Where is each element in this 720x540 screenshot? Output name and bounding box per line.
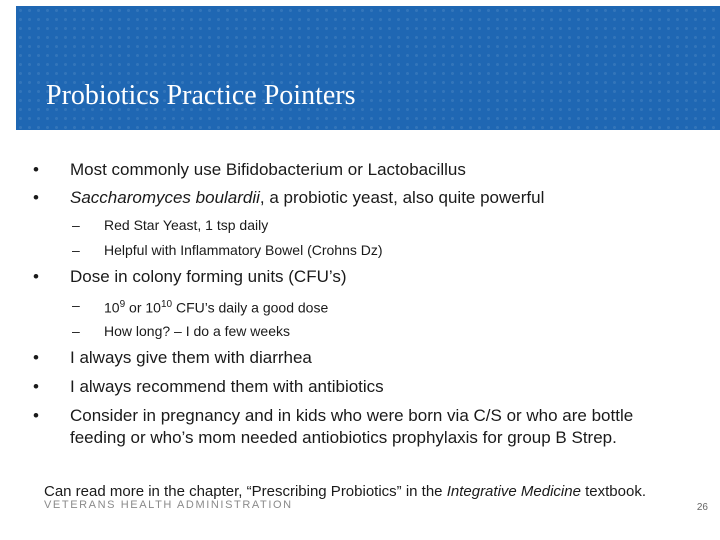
bullet-item <box>33 376 384 398</box>
note-suffix: textbook. <box>580 483 646 500</box>
sub-bullet-item <box>72 296 329 317</box>
bullet-text: , a probiotic yeast, also quite powerful <box>259 188 545 207</box>
bullet-marker: • <box>33 406 39 425</box>
bullet-text-line: Consider in pregnancy and in kids who were born via C/S or who are bottle <box>70 406 634 425</box>
bullet-marker: • <box>33 267 39 286</box>
dash-marker: – <box>72 323 80 339</box>
dash-marker: – <box>72 217 80 233</box>
bullet-text: I always give them with diarrhea <box>70 348 312 367</box>
book-title: Integrative Medicine <box>446 483 581 500</box>
bullet-marker: • <box>33 348 39 367</box>
bullet-item <box>33 266 347 288</box>
sub-bullet-text: CFU’s daily a good dose <box>172 299 329 316</box>
dose-connector: or <box>125 299 146 316</box>
sub-bullet-text: How long? – I do a few weeks <box>104 323 290 339</box>
bullet-marker: • <box>33 160 39 179</box>
species-name: Saccharomyces boulardii <box>70 188 260 207</box>
bullet-text: I always recommend them with antibiotics <box>70 377 384 396</box>
page-number: 26 <box>696 502 708 513</box>
sub-bullet-item <box>72 322 290 340</box>
bullet-text: Most commonly use Bifidobacterium or Lactobacillus <box>70 160 466 179</box>
bullet-text-line: feeding or who’s mom needed antiobiotics prophylaxis for group B Strep. <box>70 428 617 447</box>
sub-bullet-text: Red Star Yeast, 1 tsp daily <box>104 217 269 233</box>
dash-marker: – <box>72 297 80 313</box>
dose-exponent: 10 <box>160 299 173 310</box>
sub-bullet-item <box>72 241 383 259</box>
footer-org-name: VETERANS HEALTH ADMINISTRATION <box>44 499 293 511</box>
dash-marker: – <box>72 242 80 258</box>
bullet-item <box>33 405 634 449</box>
dose-base: 10 <box>145 299 161 316</box>
sub-bullet-item <box>72 216 269 234</box>
bullet-item <box>33 187 545 209</box>
bullet-item <box>33 159 466 181</box>
sub-bullet-text: Helpful with Inflammatory Bowel (Crohns Dz) <box>104 242 383 258</box>
dose-exponent: 9 <box>119 299 126 310</box>
slide-title: Probiotics Practice Pointers <box>46 80 356 111</box>
bullet-marker: • <box>33 377 39 396</box>
dose-base: 10 <box>104 299 120 316</box>
bullet-item <box>33 347 312 369</box>
note-prefix: Can read more in the chapter, “Prescribing Probiotics” in the <box>44 483 447 500</box>
bullet-text: Dose in colony forming units (CFU’s) <box>70 267 347 286</box>
bullet-marker: • <box>33 188 39 207</box>
